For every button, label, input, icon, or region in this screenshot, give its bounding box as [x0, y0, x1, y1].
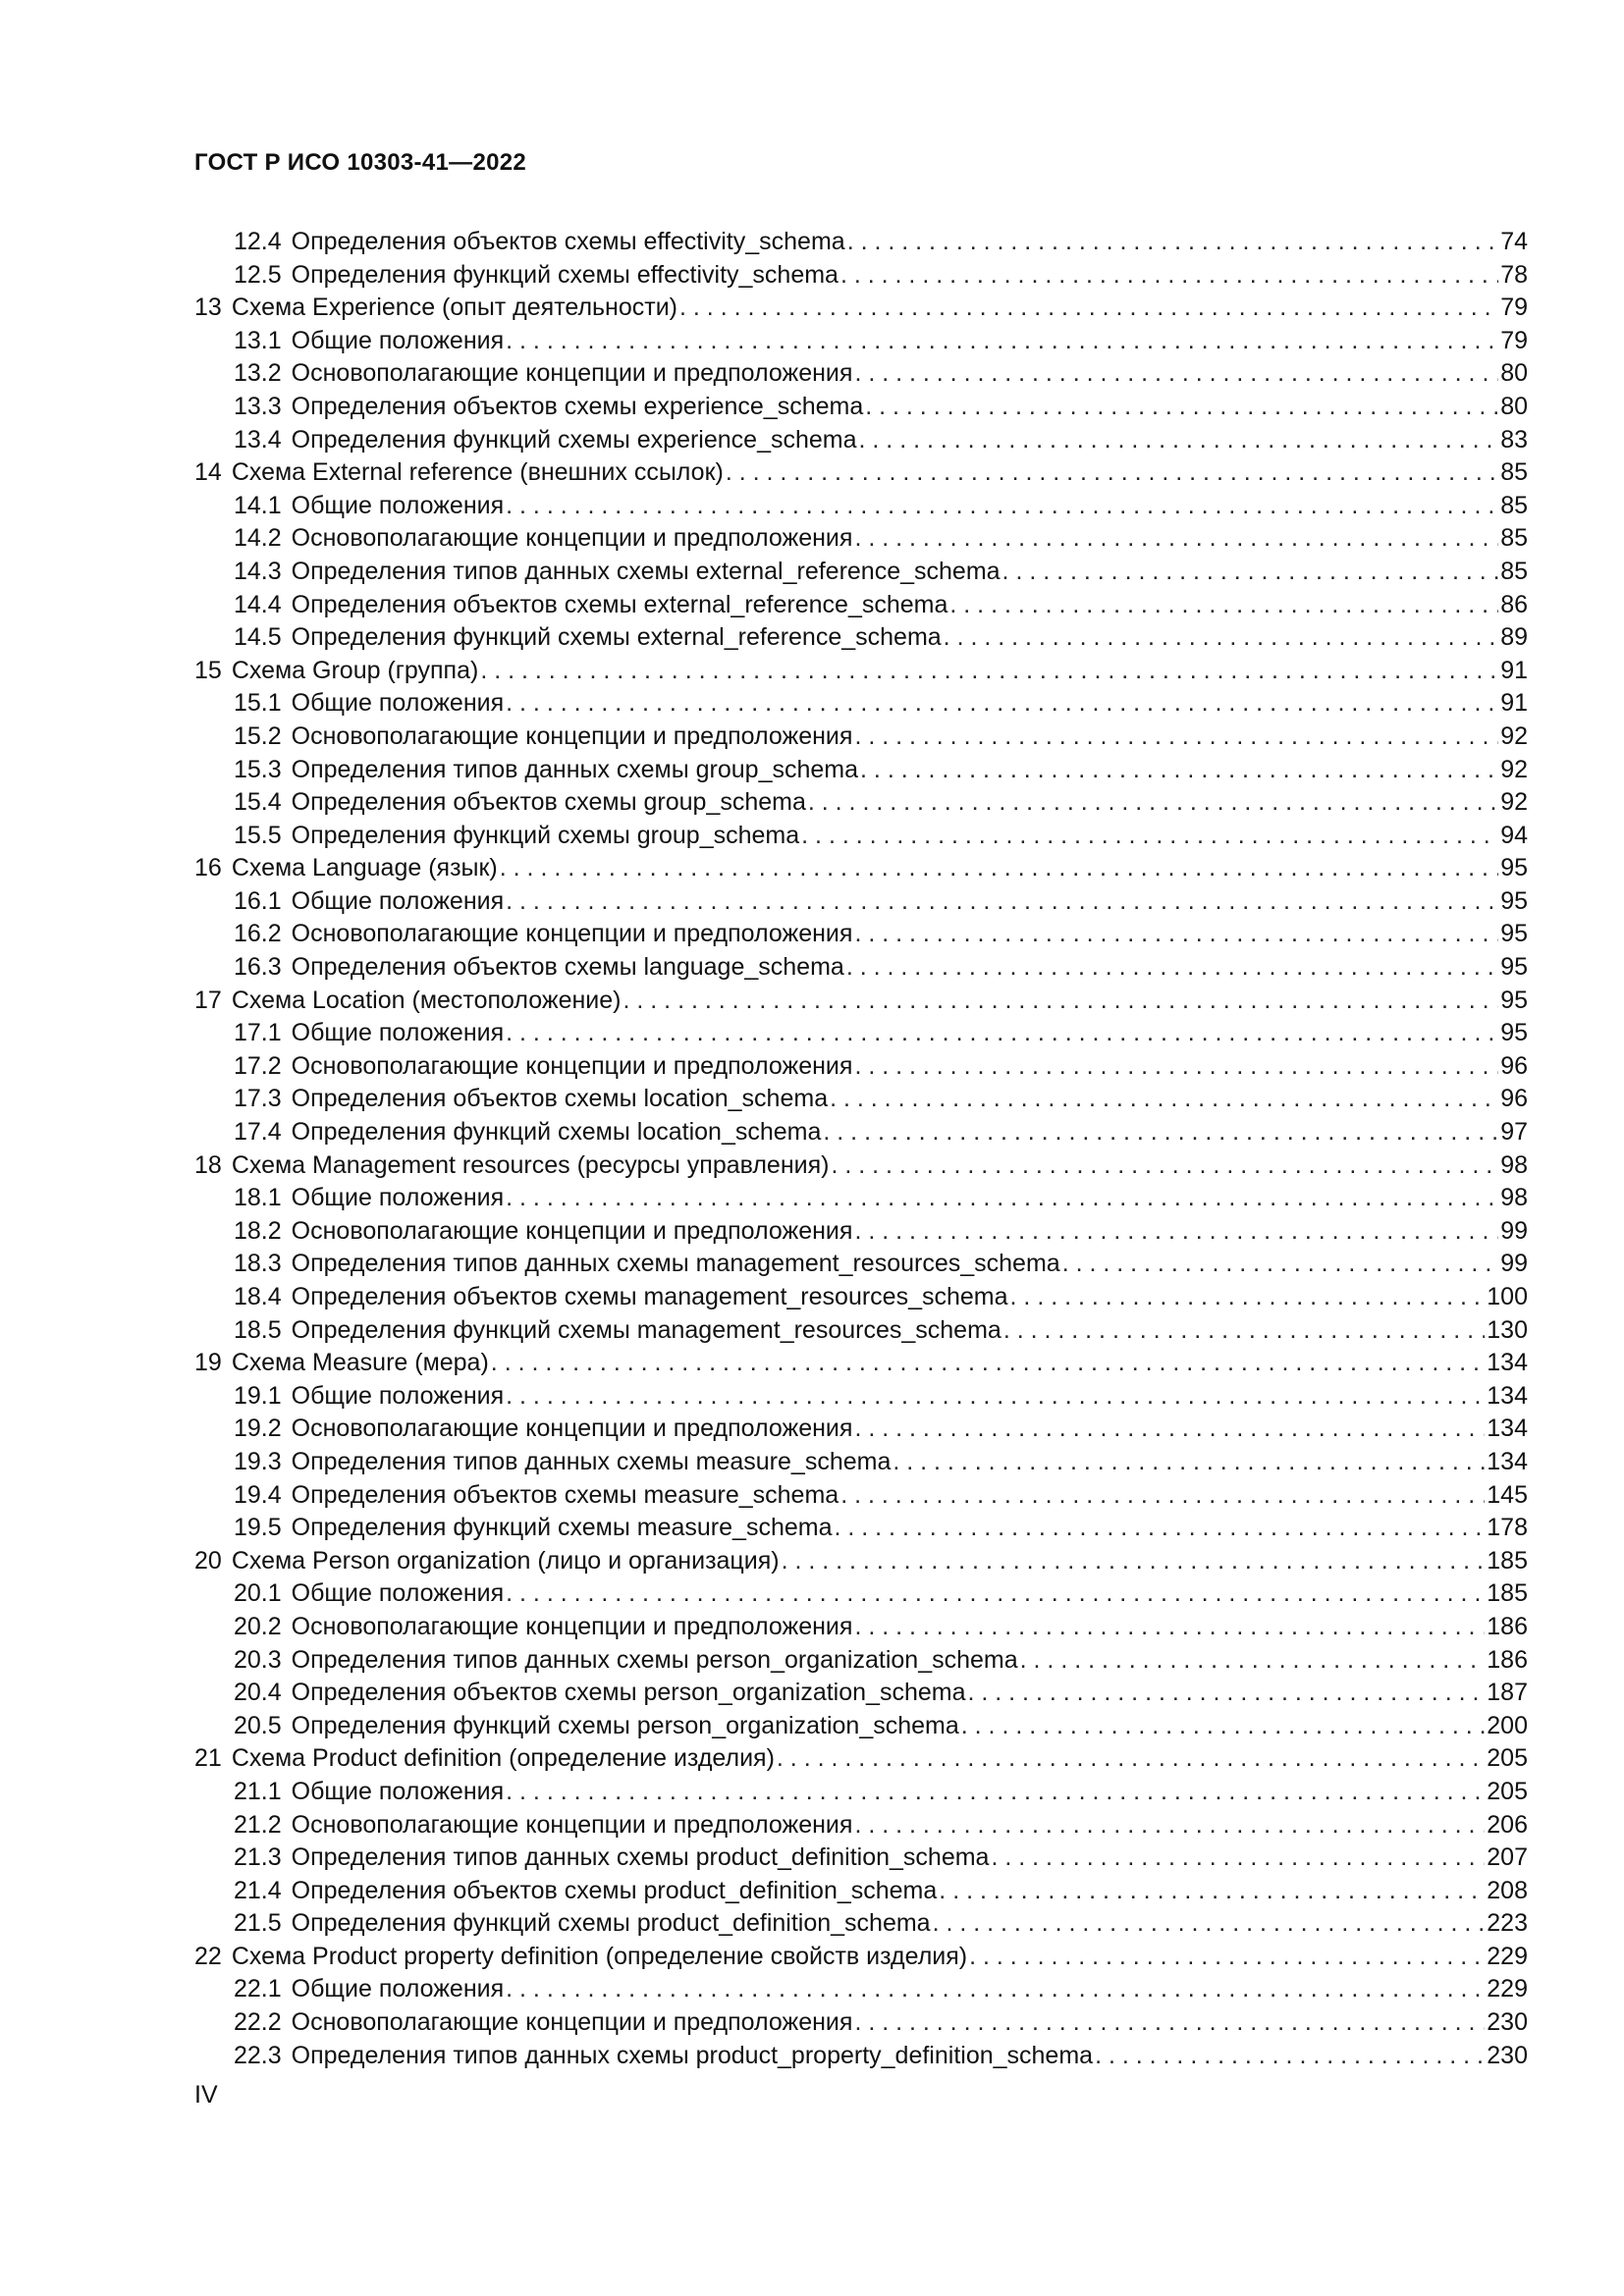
toc-entry[interactable]	[194, 1577, 1528, 1611]
toc-entry[interactable]	[194, 985, 1528, 1018]
toc-leader-dots	[506, 1973, 1485, 2006]
toc-entry-title: Определения объектов схемы effectivity_schema	[291, 228, 845, 255]
toc-entry-page: 98	[1500, 1150, 1528, 1179]
toc-leader-dots	[854, 522, 1498, 556]
toc-entry[interactable]	[194, 2040, 1528, 2073]
toc-entry[interactable]	[194, 918, 1528, 951]
toc-leader-dots	[854, 918, 1498, 951]
toc-entry-title: Определения объектов схемы management_resources_schema	[291, 1283, 1008, 1310]
toc-leader-dots	[933, 1907, 1486, 1941]
toc-entry[interactable]	[194, 721, 1528, 754]
toc-entry-title: Общие положения	[291, 886, 505, 915]
toc-entry-number: 13.1	[234, 326, 282, 354]
toc-entry-number: 22.1	[234, 1975, 282, 2003]
toc-entry-number: 19.3	[234, 1447, 282, 1475]
toc-entry-title: Схема External reference (внешних ссылок)	[231, 458, 724, 487]
toc-entry-page: 223	[1487, 1909, 1528, 1938]
toc-entry-page: 92	[1500, 788, 1528, 817]
toc-entry-number: 17.3	[234, 1085, 282, 1113]
toc-leader-dots	[831, 1149, 1498, 1183]
toc-entry-page: 95	[1500, 854, 1528, 882]
toc-entry[interactable]	[194, 1611, 1528, 1644]
toc-leader-dots	[1020, 1644, 1486, 1678]
toc-entry-number: 21.3	[234, 1843, 282, 1872]
toc-leader-dots	[1062, 1248, 1499, 1281]
toc-entry-page: 134	[1487, 1447, 1528, 1475]
toc-entry[interactable]	[194, 1545, 1528, 1578]
toc-entry-number: 17.4	[234, 1118, 282, 1147]
toc-entry[interactable]	[194, 1149, 1528, 1183]
toc-entry-page: 85	[1500, 557, 1528, 585]
toc-entry-number: 12.4	[234, 228, 282, 255]
toc-entry-number: 22	[194, 1942, 222, 1970]
toc-entry-title: Определения типов данных схемы measure_schema	[291, 1447, 892, 1475]
toc-entry-title: Определения типов данных схемы product_property_definition_schema	[291, 2041, 1094, 2069]
toc-entry-title: Определения функций схемы effectivity_schema	[291, 260, 839, 289]
toc-entry-title: Схема Measure (мера)	[231, 1349, 489, 1377]
toc-entry-number: 19.2	[234, 1415, 282, 1443]
toc-entry-number: 17.2	[234, 1051, 282, 1080]
toc-leader-dots	[969, 1941, 1485, 1974]
toc-entry-page: 95	[1500, 1019, 1528, 1047]
toc-entry[interactable]	[194, 1182, 1528, 1215]
toc-entry-page: 95	[1500, 886, 1528, 915]
toc-entry[interactable]	[194, 1050, 1528, 1084]
toc-entry-page: 74	[1500, 228, 1528, 255]
toc-entry[interactable]	[194, 259, 1528, 293]
toc-entry-title: Определения функций схемы external_reference_schema	[291, 623, 942, 652]
toc-entry-title: Общие положения	[291, 689, 505, 718]
toc-leader-dots	[506, 1182, 1498, 1215]
toc-entry[interactable]	[194, 1017, 1528, 1050]
toc-leader-dots	[500, 852, 1498, 885]
toc-entry[interactable]	[194, 1776, 1528, 1809]
toc-entry-title: Основополагающие концепции и предположения	[291, 1612, 853, 1640]
toc-entry-page: 92	[1500, 721, 1528, 750]
toc-entry-page: 206	[1487, 1810, 1528, 1839]
toc-leader-dots	[782, 1545, 1486, 1578]
toc-entry-number: 21.1	[234, 1777, 282, 1805]
toc-entry-number: 16.2	[234, 920, 282, 948]
toc-entry-number: 21.4	[234, 1876, 282, 1904]
toc-entry-number: 15.5	[234, 821, 282, 849]
toc-leader-dots	[679, 292, 1498, 325]
toc-entry-page: 185	[1487, 1546, 1528, 1575]
toc-entry[interactable]	[194, 1842, 1528, 1875]
toc-entry-page: 208	[1487, 1876, 1528, 1904]
toc-entry-title: Общие положения	[291, 1579, 505, 1608]
toc-entry[interactable]	[194, 621, 1528, 655]
toc-entry-title: Определения объектов схемы product_definition_schema	[291, 1876, 938, 1904]
toc-entry-number: 14.1	[234, 491, 282, 519]
toc-entry-page: 230	[1487, 2008, 1528, 2037]
toc-entry-number: 15.2	[234, 721, 282, 750]
toc-entry-number: 19.1	[234, 1381, 282, 1410]
toc-leader-dots	[854, 1050, 1498, 1084]
toc-leader-dots	[854, 1215, 1498, 1249]
document-header: ГОСТ Р ИСО 10303-41—2022	[194, 149, 527, 176]
toc-entry-title: Общие положения	[291, 491, 505, 519]
toc-leader-dots	[846, 951, 1498, 985]
toc-leader-dots	[944, 621, 1499, 655]
toc-entry-page: 229	[1487, 1975, 1528, 2003]
toc-entry-number: 20.1	[234, 1579, 282, 1608]
toc-entry-number: 14.3	[234, 557, 282, 585]
toc-entry-title: Схема Group (группа)	[231, 656, 479, 684]
toc-entry[interactable]	[194, 951, 1528, 985]
toc-leader-dots	[840, 259, 1498, 293]
toc-entry[interactable]	[194, 687, 1528, 721]
toc-entry-page: 229	[1487, 1942, 1528, 1970]
toc-entry-number: 18.5	[234, 1315, 282, 1344]
toc-entry-page: 89	[1500, 623, 1528, 652]
toc-entry-title: Определения функций схемы person_organization_schema	[291, 1711, 959, 1739]
toc-entry-page: 91	[1500, 689, 1528, 718]
toc-leader-dots	[506, 1776, 1485, 1809]
toc-leader-dots	[801, 820, 1498, 853]
toc-entry-page: 85	[1500, 524, 1528, 553]
toc-entry-title: Общие положения	[291, 1777, 505, 1805]
toc-entry-page: 80	[1500, 359, 1528, 388]
toc-entry-page: 86	[1500, 590, 1528, 618]
toc-leader-dots	[961, 1710, 1486, 1743]
toc-leader-dots	[854, 2006, 1485, 2040]
toc-entry-page: 98	[1500, 1184, 1528, 1212]
toc-entry-page: 91	[1500, 656, 1528, 684]
toc-entry-title: Определения объектов схемы external_reference_schema	[291, 590, 948, 618]
toc-leader-dots	[854, 721, 1498, 754]
toc-entry-page: 95	[1500, 986, 1528, 1014]
toc-entry-title: Общие положения	[291, 1184, 505, 1212]
toc-entry-page: 85	[1500, 458, 1528, 487]
toc-entry-number: 14.4	[234, 590, 282, 618]
toc-leader-dots	[506, 687, 1498, 721]
toc-entry[interactable]	[194, 1479, 1528, 1513]
toc-entry-number: 15.3	[234, 755, 282, 783]
toc-entry[interactable]	[194, 1875, 1528, 1908]
toc-entry-number: 18.4	[234, 1283, 282, 1310]
toc-entry[interactable]	[194, 226, 1528, 259]
toc-entry-page: 95	[1500, 920, 1528, 948]
toc-entry-title: Схема Product definition (определение изделия)	[231, 1744, 775, 1773]
toc-leader-dots	[967, 1677, 1485, 1710]
toc-entry[interactable]	[194, 2006, 1528, 2040]
toc-entry-page: 134	[1487, 1349, 1528, 1377]
toc-entry[interactable]	[194, 1215, 1528, 1249]
toc-entry-page: 85	[1500, 491, 1528, 519]
toc-entry[interactable]	[194, 655, 1528, 688]
toc-entry-number: 22.2	[234, 2008, 282, 2037]
toc-entry-page: 130	[1487, 1315, 1528, 1344]
toc-entry-number: 15.1	[234, 689, 282, 718]
toc-entry[interactable]	[194, 1941, 1528, 1974]
toc-entry-title: Схема Language (язык)	[231, 854, 498, 882]
toc-entry-page: 96	[1500, 1085, 1528, 1113]
toc-entry-number: 22.3	[234, 2041, 282, 2069]
toc-entry-page: 92	[1500, 755, 1528, 783]
toc-entry-title: Основополагающие концепции и предположения	[291, 524, 853, 553]
toc-entry-page: 145	[1487, 1480, 1528, 1509]
toc-entry-number: 13.3	[234, 392, 282, 420]
toc-entry-number: 18	[194, 1150, 222, 1179]
toc-leader-dots	[823, 1116, 1498, 1149]
toc-entry-title: Основополагающие концепции и предположения	[291, 1216, 853, 1245]
toc-leader-dots	[860, 754, 1498, 787]
toc-entry-number: 20.4	[234, 1679, 282, 1707]
toc-entry[interactable]	[194, 292, 1528, 325]
toc-entry-number: 19.4	[234, 1480, 282, 1509]
toc-entry[interactable]	[194, 1742, 1528, 1776]
toc-leader-dots	[506, 1017, 1498, 1050]
toc-entry-page: 79	[1500, 294, 1528, 322]
toc-entry-number: 20	[194, 1546, 222, 1575]
toc-entry-number: 19.5	[234, 1514, 282, 1542]
toc-leader-dots	[949, 589, 1498, 622]
toc-entry-number: 15.4	[234, 788, 282, 817]
toc-entry-page: 230	[1487, 2041, 1528, 2069]
toc-leader-dots	[777, 1742, 1485, 1776]
toc-entry-title: Основополагающие концепции и предположения	[291, 2008, 853, 2037]
toc-entry[interactable]	[194, 1973, 1528, 2006]
toc-entry-page: 185	[1487, 1579, 1528, 1608]
toc-entry-number: 14	[194, 458, 222, 487]
toc-entry-page: 205	[1487, 1777, 1528, 1805]
toc-entry-number: 18.3	[234, 1250, 282, 1278]
toc-entry-title: Основополагающие концепции и предположения	[291, 721, 853, 750]
toc-leader-dots	[1003, 1314, 1485, 1348]
toc-entry[interactable]	[194, 1314, 1528, 1348]
toc-leader-dots	[847, 226, 1499, 259]
toc-entry-title: Общие положения	[291, 1381, 505, 1410]
toc-entry-title: Определения функций схемы product_definition_schema	[291, 1909, 931, 1938]
toc-entry-number: 20.5	[234, 1711, 282, 1739]
toc-leader-dots	[491, 1347, 1485, 1380]
toc-entry[interactable]	[194, 1281, 1528, 1314]
toc-entry[interactable]	[194, 786, 1528, 820]
toc-entry-title: Определения объектов схемы measure_schema	[291, 1480, 839, 1509]
toc-entry[interactable]	[194, 1083, 1528, 1116]
toc-leader-dots	[854, 1809, 1485, 1842]
toc-entry-page: 83	[1500, 425, 1528, 454]
toc-entry-title: Основополагающие концепции и предположения	[291, 920, 853, 948]
toc-entry-number: 21.2	[234, 1810, 282, 1839]
table-of-contents	[194, 226, 1528, 2072]
toc-leader-dots	[865, 391, 1498, 424]
toc-entry-page: 186	[1487, 1612, 1528, 1640]
toc-entry-title: Схема Person organization (лицо и организация)	[231, 1546, 780, 1575]
toc-entry-number: 21	[194, 1744, 222, 1773]
toc-leader-dots	[1010, 1281, 1486, 1314]
toc-entry-page: 94	[1500, 821, 1528, 849]
toc-entry[interactable]	[194, 325, 1528, 358]
toc-entry[interactable]	[194, 1644, 1528, 1678]
toc-entry-page: 97	[1500, 1118, 1528, 1147]
toc-entry[interactable]	[194, 456, 1528, 490]
toc-entry[interactable]	[194, 357, 1528, 391]
toc-entry[interactable]	[194, 490, 1528, 523]
toc-entry[interactable]	[194, 522, 1528, 556]
toc-entry[interactable]	[194, 1116, 1528, 1149]
toc-entry-title: Схема Location (местоположение)	[231, 986, 622, 1014]
toc-entry-number: 16.1	[234, 886, 282, 915]
toc-leader-dots	[480, 655, 1498, 688]
toc-entry-title: Определения типов данных схемы group_schema	[291, 755, 859, 783]
toc-leader-dots	[506, 1577, 1485, 1611]
toc-entry-title: Схема Management resources (ресурсы управления)	[231, 1150, 830, 1179]
toc-entry-title: Определения типов данных схемы product_definition_schema	[291, 1843, 990, 1872]
toc-entry[interactable]	[194, 1248, 1528, 1281]
toc-leader-dots	[854, 357, 1498, 391]
toc-leader-dots	[506, 1380, 1485, 1414]
toc-entry[interactable]	[194, 1809, 1528, 1842]
toc-entry[interactable]	[194, 1347, 1528, 1380]
toc-entry-number: 16.3	[234, 953, 282, 982]
toc-entry-title: Определения функций схемы experience_schema	[291, 425, 857, 454]
toc-entry-title: Определения функций схемы group_schema	[291, 821, 800, 849]
toc-leader-dots	[506, 885, 1498, 919]
toc-entry-number: 17.1	[234, 1019, 282, 1047]
toc-entry-number: 17	[194, 986, 222, 1014]
toc-entry-page: 96	[1500, 1051, 1528, 1080]
toc-leader-dots	[1095, 2040, 1485, 2073]
toc-entry-page: 79	[1500, 326, 1528, 354]
toc-leader-dots	[893, 1446, 1485, 1479]
toc-entry-number: 13.4	[234, 425, 282, 454]
toc-leader-dots	[726, 456, 1498, 490]
toc-entry[interactable]	[194, 391, 1528, 424]
toc-leader-dots	[840, 1479, 1485, 1513]
toc-entry-number: 16	[194, 854, 222, 882]
toc-entry[interactable]	[194, 1677, 1528, 1710]
toc-leader-dots	[623, 985, 1499, 1018]
toc-entry-title: Определения функций схемы management_resources_schema	[291, 1315, 1001, 1344]
toc-entry[interactable]	[194, 1710, 1528, 1743]
toc-entry[interactable]	[194, 885, 1528, 919]
toc-entry[interactable]	[194, 852, 1528, 885]
toc-entry-number: 13	[194, 294, 222, 322]
toc-entry-number: 20.2	[234, 1612, 282, 1640]
toc-leader-dots	[854, 1611, 1485, 1644]
toc-leader-dots	[834, 1512, 1485, 1545]
toc-leader-dots	[991, 1842, 1485, 1875]
page-number: IV	[194, 2081, 218, 2109]
toc-entry-title: Определения объектов схемы person_organization_schema	[291, 1679, 966, 1707]
toc-entry[interactable]	[194, 754, 1528, 787]
toc-entry-page: 178	[1487, 1514, 1528, 1542]
toc-entry[interactable]	[194, 820, 1528, 853]
toc-entry-page: 186	[1487, 1645, 1528, 1674]
toc-entry-title: Определения объектов схемы location_schema	[291, 1085, 829, 1113]
toc-entry-number: 13.2	[234, 359, 282, 388]
toc-leader-dots	[506, 490, 1498, 523]
toc-entry[interactable]	[194, 556, 1528, 589]
toc-entry-title: Определения объектов схемы group_schema	[291, 788, 806, 817]
toc-entry-title: Общие положения	[291, 1975, 505, 2003]
toc-entry-title: Определения функций схемы location_schema	[291, 1118, 822, 1147]
toc-entry-title: Определения объектов схемы experience_schema	[291, 392, 864, 420]
toc-entry-page: 187	[1487, 1679, 1528, 1707]
toc-entry-number: 15	[194, 656, 222, 684]
toc-entry-title: Основополагающие концепции и предположения	[291, 1051, 853, 1080]
toc-entry[interactable]	[194, 1413, 1528, 1446]
toc-entry[interactable]	[194, 589, 1528, 622]
toc-entry[interactable]	[194, 1380, 1528, 1414]
toc-entry-number: 21.5	[234, 1909, 282, 1938]
toc-leader-dots	[830, 1083, 1498, 1116]
toc-entry-number: 19	[194, 1349, 222, 1377]
toc-entry-number: 20.3	[234, 1645, 282, 1674]
toc-entry-title: Общие положения	[291, 326, 505, 354]
toc-entry-number: 18.2	[234, 1216, 282, 1245]
toc-leader-dots	[854, 1413, 1485, 1446]
toc-entry-title: Общие положения	[291, 1019, 505, 1047]
toc-leader-dots	[939, 1875, 1485, 1908]
toc-entry-page: 134	[1487, 1381, 1528, 1410]
toc-entry-title: Основополагающие концепции и предположения	[291, 1810, 853, 1839]
toc-entry[interactable]	[194, 424, 1528, 457]
toc-entry-number: 14.5	[234, 623, 282, 652]
toc-leader-dots	[808, 786, 1498, 820]
toc-entry-number: 14.2	[234, 524, 282, 553]
toc-entry-title: Определения типов данных схемы person_organization_schema	[291, 1645, 1018, 1674]
toc-entry-page: 95	[1500, 953, 1528, 982]
toc-leader-dots	[506, 325, 1498, 358]
toc-entry-title: Определения функций схемы measure_schema	[291, 1514, 833, 1542]
toc-entry-title: Основополагающие концепции и предположения	[291, 359, 853, 388]
toc-entry-title: Основополагающие концепции и предположения	[291, 1415, 853, 1443]
toc-entry[interactable]	[194, 1512, 1528, 1545]
toc-entry-title: Определения типов данных схемы external_reference_schema	[291, 557, 1001, 585]
toc-leader-dots	[859, 424, 1499, 457]
toc-entry-title: Схема Product property definition (определение свойств изделия)	[231, 1942, 968, 1970]
toc-entry-number: 18.1	[234, 1184, 282, 1212]
toc-entry[interactable]	[194, 1907, 1528, 1941]
toc-entry-page: 99	[1500, 1250, 1528, 1278]
toc-entry-title: Определения типов данных схемы management_resources_schema	[291, 1250, 1060, 1278]
toc-entry-page: 134	[1487, 1415, 1528, 1443]
toc-leader-dots	[1002, 556, 1499, 589]
toc-entry-page: 205	[1487, 1744, 1528, 1773]
toc-entry-page: 200	[1487, 1711, 1528, 1739]
toc-entry-title: Определения объектов схемы language_schema	[291, 953, 844, 982]
toc-entry-page: 99	[1500, 1216, 1528, 1245]
toc-entry-page: 100	[1487, 1283, 1528, 1310]
toc-entry-title: Схема Experience (опыт деятельности)	[231, 294, 678, 322]
toc-entry-page: 80	[1500, 392, 1528, 420]
toc-entry-number: 12.5	[234, 260, 282, 289]
toc-entry[interactable]	[194, 1446, 1528, 1479]
toc-entry-page: 207	[1487, 1843, 1528, 1872]
toc-entry-page: 78	[1500, 260, 1528, 289]
